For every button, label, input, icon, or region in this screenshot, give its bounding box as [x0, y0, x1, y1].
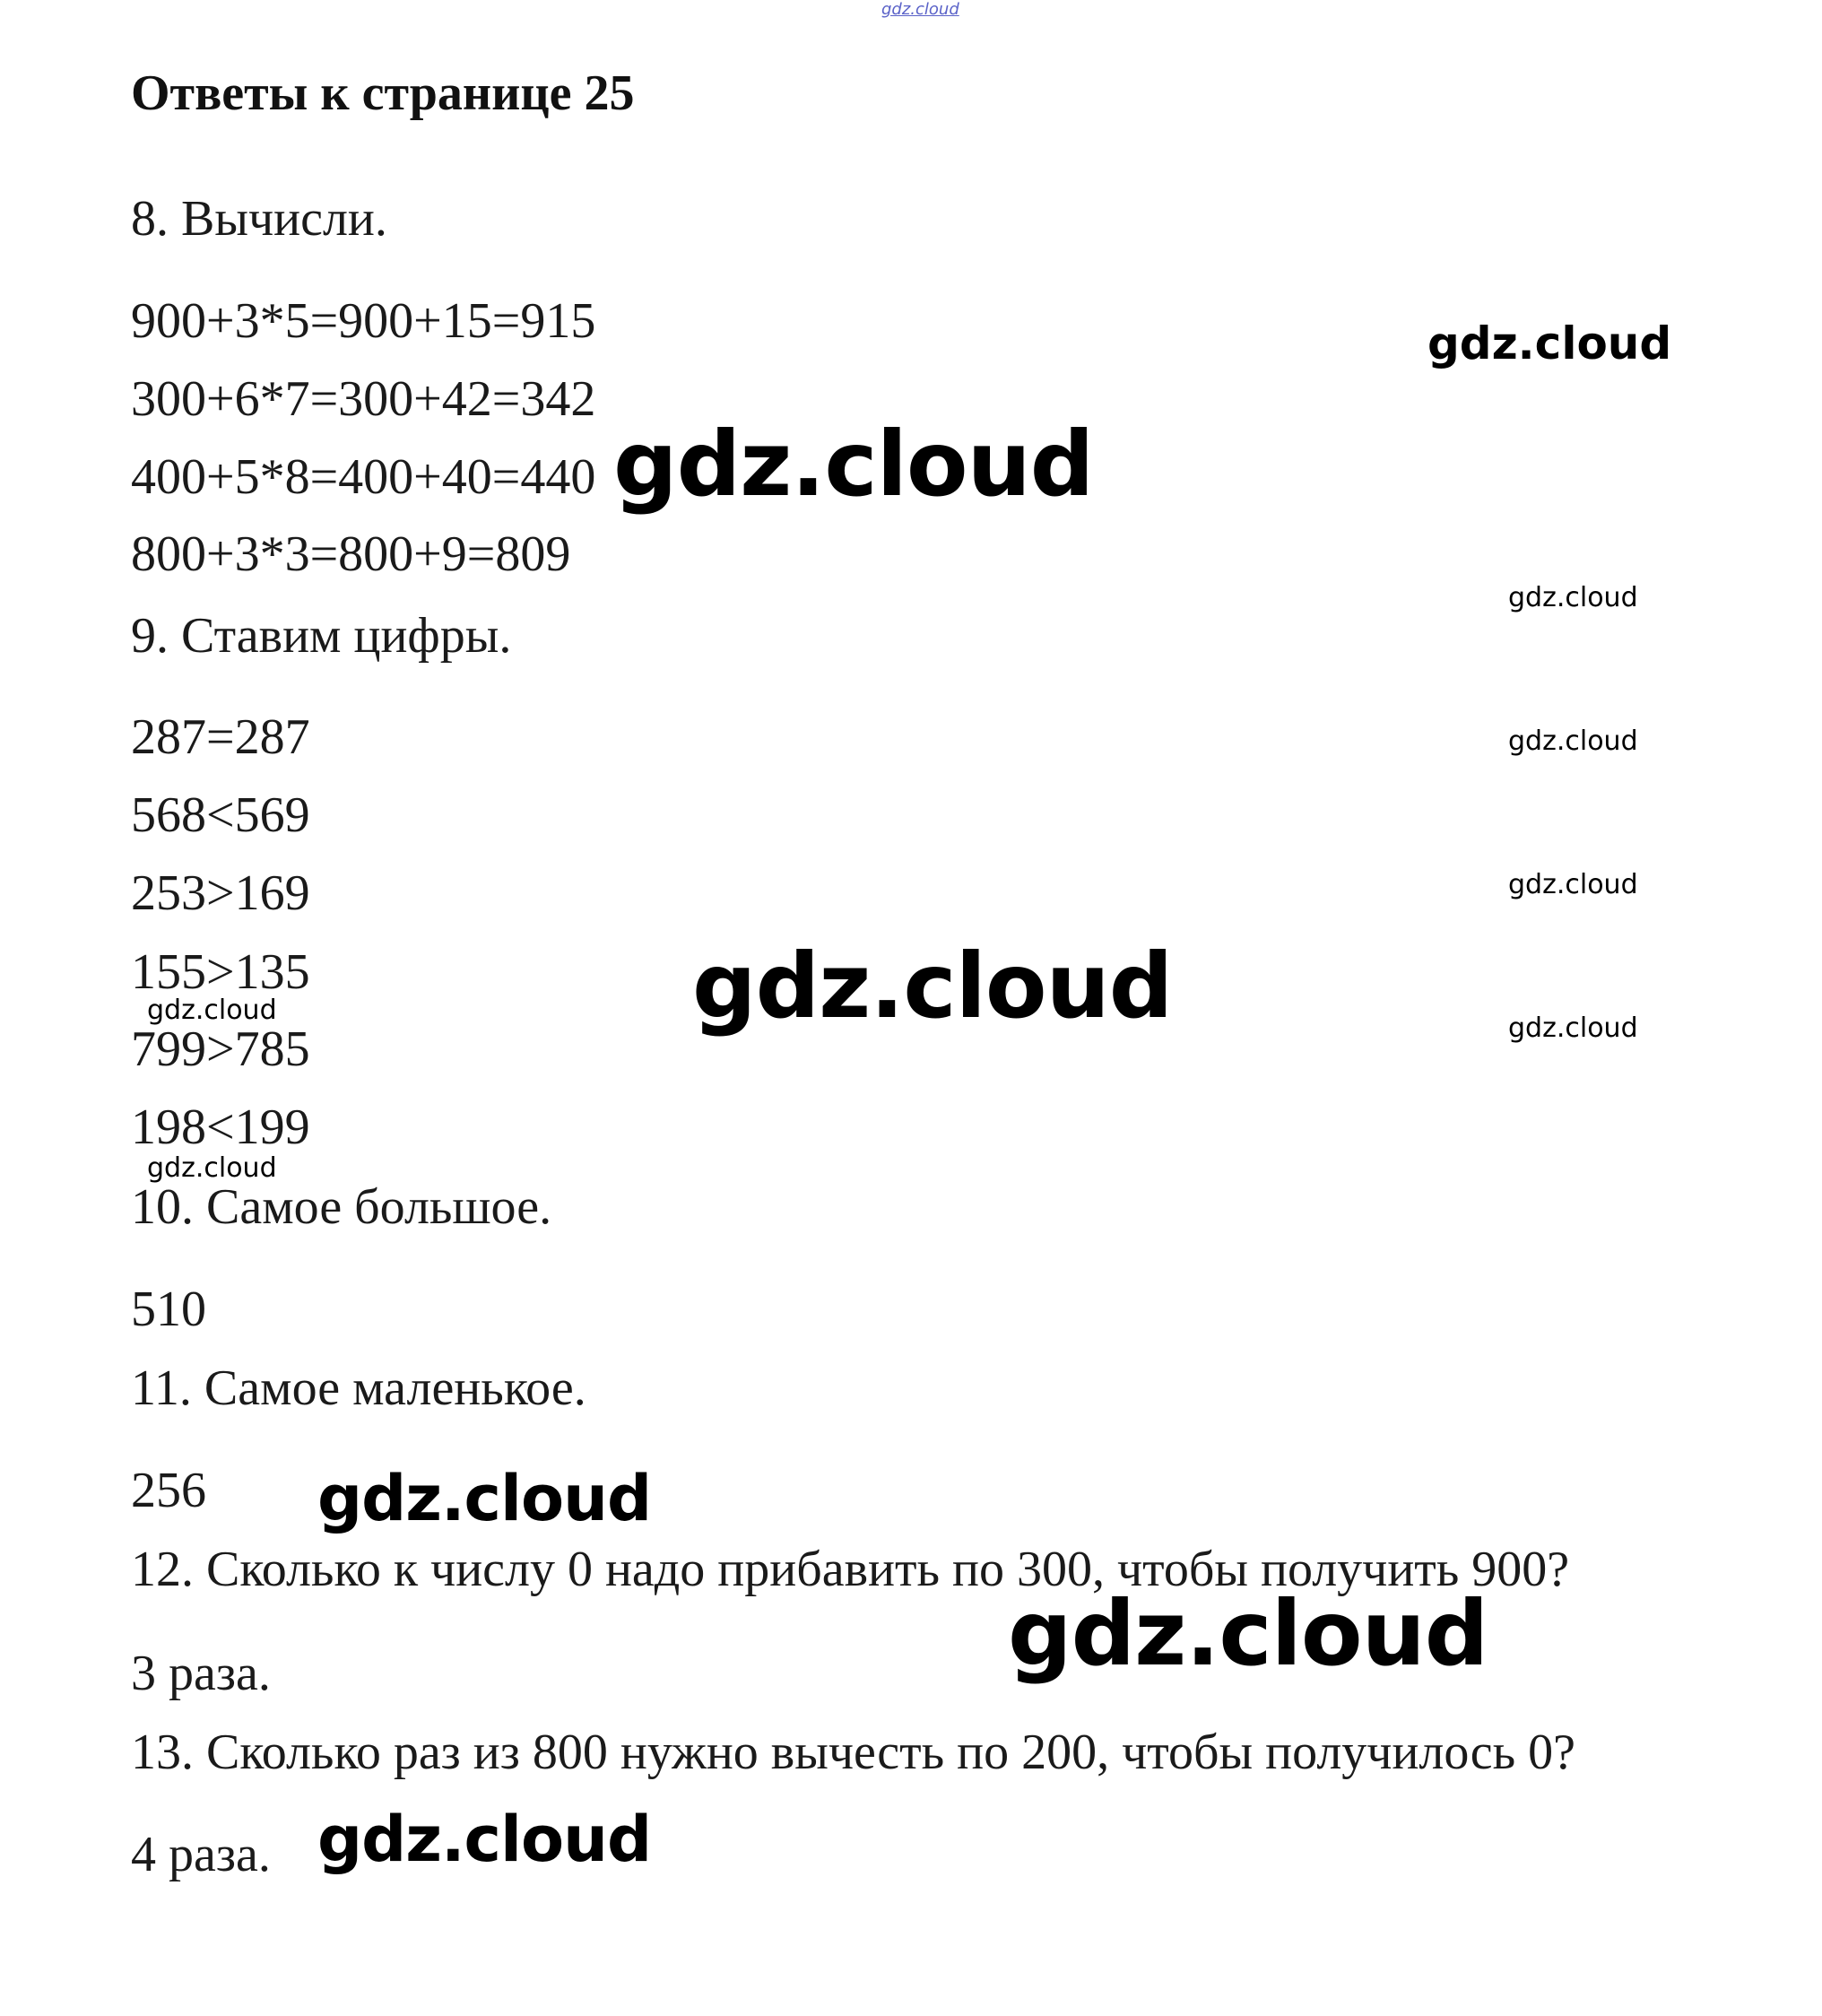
watermark: gdz.cloud [1508, 869, 1638, 900]
task-9-line-3: 253>169 [131, 865, 310, 921]
watermark: gdz.cloud [692, 934, 1173, 1038]
watermark: gdz.cloud [613, 412, 1094, 517]
watermark: gdz.cloud [317, 1462, 652, 1535]
task-9-heading: 9. Ставим цифры. [131, 608, 512, 664]
task-10-answer: 510 [131, 1282, 206, 1337]
watermark: gdz.cloud [1508, 726, 1638, 757]
task-13-heading: 13. Сколько раз из 800 нужно вычесть по 200, чтобы получилось 0? [131, 1725, 1576, 1780]
watermark: gdz.cloud [1508, 1012, 1638, 1044]
watermark: gdz.cloud [1508, 582, 1638, 613]
task-12-answer: 3 раза. [131, 1646, 271, 1701]
header-watermark-link[interactable]: gdz.cloud [881, 0, 959, 19]
task-8-line-1: 900+3*5=900+15=915 [131, 293, 596, 349]
task-12-heading: 12. Сколько к числу 0 надо прибавить по 300, чтобы получить 900? [131, 1542, 1570, 1597]
page-title: Ответы к странице 25 [131, 65, 635, 121]
watermark: gdz.cloud [147, 1152, 277, 1184]
task-11-answer: 256 [131, 1463, 206, 1518]
task-9-line-5: 799>785 [131, 1021, 310, 1077]
task-9-line-2: 568<569 [131, 787, 310, 843]
watermark: gdz.cloud [147, 995, 277, 1026]
task-9-line-6: 198<199 [131, 1099, 310, 1155]
task-8-heading: 8. Вычисли. [131, 191, 387, 247]
task-8-line-3: 400+5*8=400+40=440 [131, 449, 596, 505]
task-10-heading: 10. Самое большое. [131, 1179, 552, 1235]
task-11-heading: 11. Самое маленькое. [131, 1360, 586, 1416]
task-8-line-2: 300+6*7=300+42=342 [131, 371, 596, 427]
watermark: gdz.cloud [1427, 317, 1672, 369]
task-9-line-1: 287=287 [131, 709, 310, 765]
watermark: gdz.cloud [1008, 1581, 1488, 1686]
task-13-answer: 4 раза. [131, 1827, 271, 1882]
watermark: gdz.cloud [317, 1803, 652, 1876]
task-8-line-4: 800+3*3=800+9=809 [131, 526, 571, 582]
task-9-line-4: 155>135 [131, 944, 310, 1000]
